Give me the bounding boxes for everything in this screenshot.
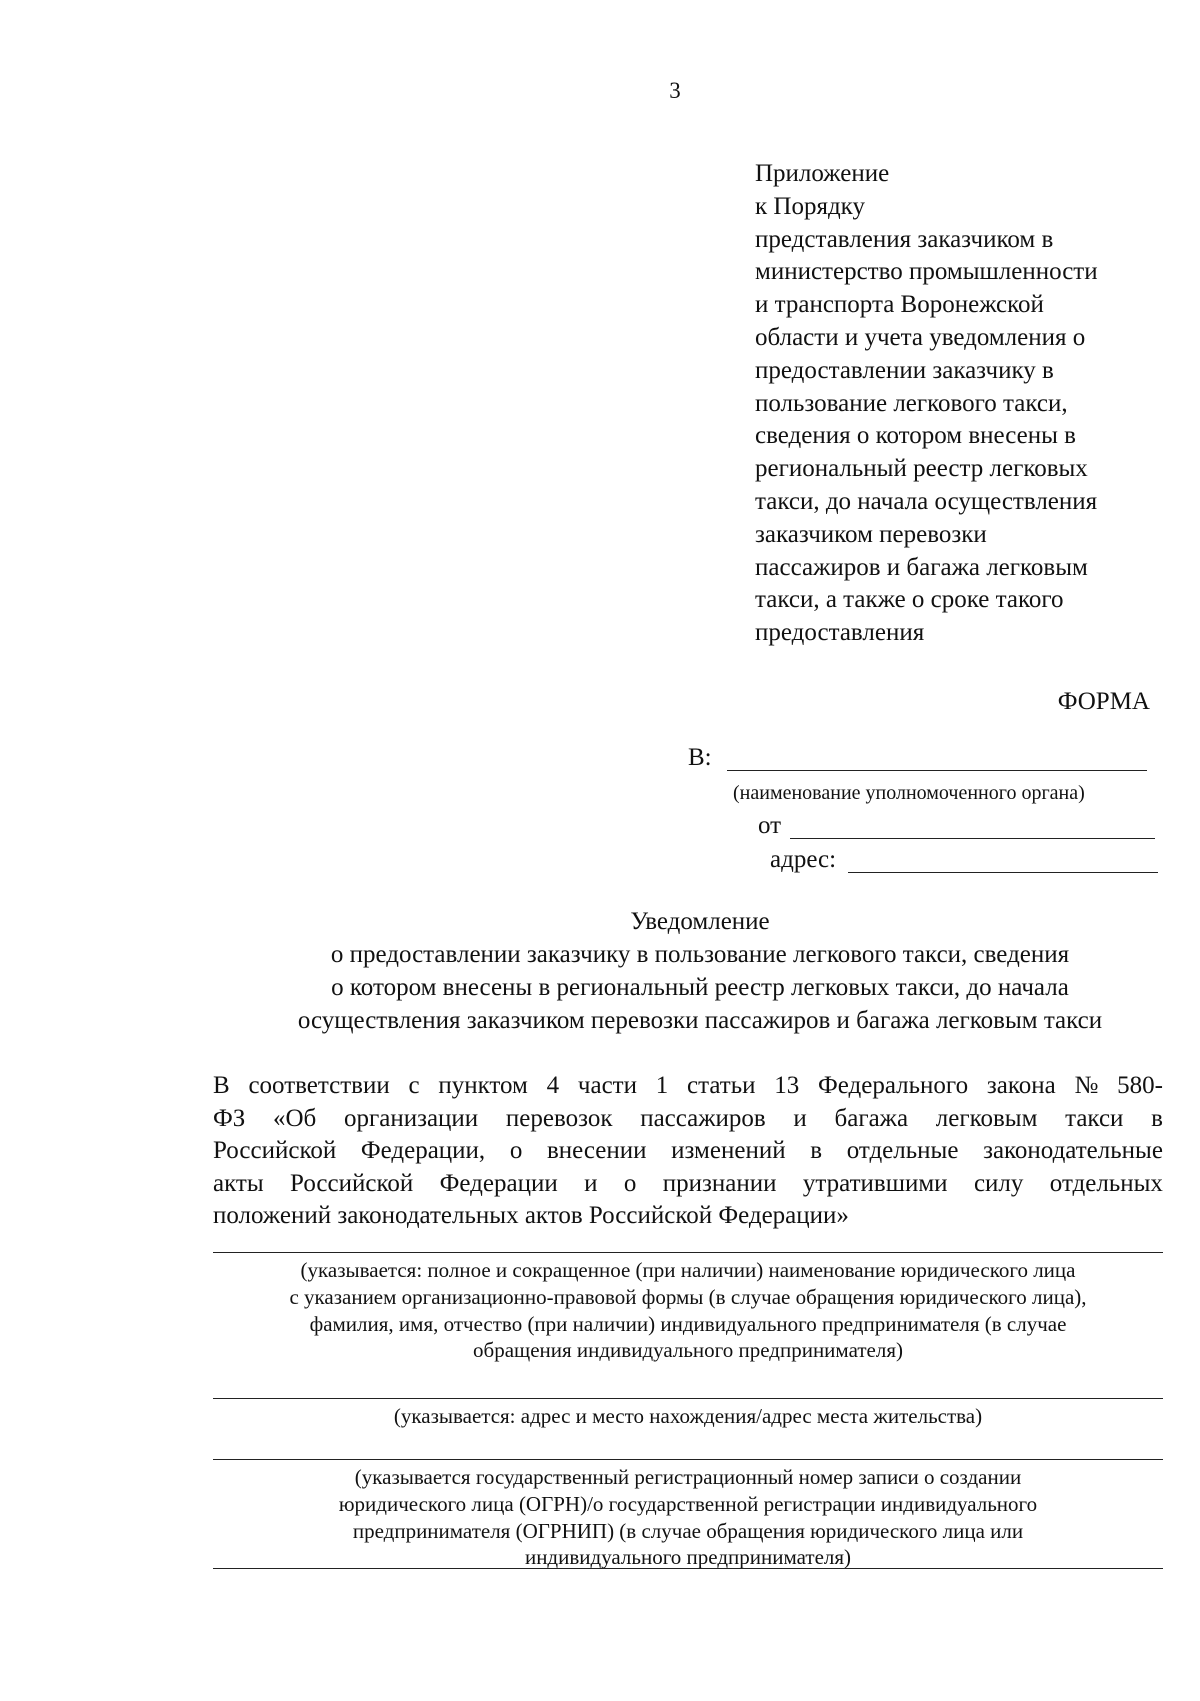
word: пассажиров	[640, 1104, 766, 1132]
appendix-line: пассажиров и багажа легковым	[755, 553, 1088, 581]
word: легковым	[935, 1104, 1038, 1132]
notice-title-line: Уведомление	[630, 908, 770, 935]
word: статьи	[687, 1072, 756, 1099]
appendix-line: предоставления	[755, 619, 925, 647]
caption-line: (указывается: адрес и место нахождения/адрес места жительства)	[393, 1404, 983, 1428]
appendix-line: заказчиком перевозки	[755, 520, 987, 548]
word: «Об	[272, 1104, 317, 1132]
paragraph-line	[213, 1168, 1163, 1201]
address-field-line[interactable]	[848, 872, 1158, 873]
appendix-line: такси, а также о сроке такого	[755, 586, 1064, 614]
caption-line: юридического лица (ОГРН)/о государственной регистрации индивидуального	[338, 1491, 1038, 1516]
caption-line: (указывается государственный регистрационный номер записи о создании	[354, 1465, 1022, 1489]
word: о	[623, 1169, 637, 1197]
registration-number-caption	[213, 1464, 1163, 1571]
caption-line: с указанием организационно-правовой формы (в случае обращения юридического лица),	[289, 1284, 1087, 1309]
to-field-line[interactable]	[727, 770, 1147, 771]
from-label: от	[758, 812, 782, 839]
appendix-line: представления заказчиком в	[755, 225, 1054, 253]
address-label: адрес:	[770, 846, 837, 873]
appendix-line: министерство промышленности	[755, 258, 1098, 286]
word: №	[1074, 1072, 1099, 1099]
form-label: ФОРМА	[1057, 688, 1150, 715]
notice-title-line: о котором внесены в региональный реестр легковых такси, до начала	[331, 974, 1069, 1001]
notice-title-line: о предоставлении заказчику в пользование легкового такси, сведения	[330, 941, 1070, 968]
word: Федерации	[439, 1169, 558, 1197]
word: 580-	[1117, 1072, 1163, 1099]
word: с	[408, 1072, 420, 1099]
appendix-line: такси, до начала осуществления	[755, 487, 1098, 515]
caption-line: обращения индивидуального предпринимателя)	[473, 1338, 903, 1363]
word: закона	[986, 1072, 1056, 1099]
word: 13	[774, 1072, 800, 1099]
paragraph-line	[213, 1200, 1163, 1233]
paragraph-line	[213, 1103, 1163, 1136]
word: в	[810, 1137, 823, 1165]
appendix-line: области и учета уведомления о	[755, 323, 1086, 351]
word: силу	[973, 1169, 1024, 1197]
word: акты	[213, 1169, 264, 1197]
word: отдельных	[1049, 1169, 1163, 1197]
paragraph-line	[213, 1135, 1163, 1168]
notice-title-line: осуществления заказчиком перевозки пассажиров и багажа легковым такси	[297, 1007, 1103, 1034]
word: 1	[655, 1072, 669, 1099]
word: В	[213, 1072, 230, 1099]
word: утратившими	[802, 1169, 948, 1197]
word: ФЗ	[213, 1104, 246, 1132]
caption-line: фамилия, имя, отчество (при наличии) индивидуального предпринимателя (в случае	[309, 1311, 1067, 1336]
registration-number-field-line[interactable]	[213, 1459, 1163, 1460]
caption-line: предпринимателя (ОГРНИП) (в случае обращения юридического лица или	[352, 1518, 1024, 1543]
caption-line: (указывается: полное и сокращенное (при наличии) наименование юридического лица	[300, 1258, 1076, 1282]
appendix-line: пользование легкового такси,	[755, 389, 1068, 417]
appendix-header	[755, 158, 1175, 650]
word: изменений	[671, 1137, 786, 1165]
word: 4	[546, 1072, 560, 1099]
applicant-name-field-line[interactable]	[213, 1252, 1163, 1253]
paragraph-line	[213, 1070, 1163, 1103]
word: организации	[343, 1104, 479, 1132]
word: отдельные	[846, 1137, 959, 1165]
legal-paragraph	[213, 1070, 1163, 1233]
appendix-line: к Порядку	[755, 192, 865, 220]
word: пунктом	[438, 1072, 528, 1099]
word: Российской	[213, 1137, 337, 1165]
appendix-line: предоставлении заказчику в	[755, 356, 1054, 384]
appendix-line: сведения о котором внесены в	[755, 422, 1076, 450]
word: о	[509, 1137, 523, 1165]
page-number: 3	[669, 78, 681, 103]
word: багажа	[834, 1104, 909, 1132]
applicant-name-caption	[213, 1257, 1163, 1364]
word: признании	[662, 1169, 777, 1197]
word: перевозок	[505, 1104, 613, 1132]
word: Федерации,	[360, 1137, 486, 1165]
notice-title	[200, 905, 1200, 1037]
word: Федерального	[818, 1072, 969, 1099]
to-caption: (наименование уполномоченного органа)	[733, 782, 1085, 804]
word: части	[577, 1072, 637, 1099]
appendix-line: Приложение	[755, 160, 890, 187]
applicant-address-field-line[interactable]	[213, 1398, 1163, 1399]
word: положений законодательных актов Российской Федерации»	[213, 1202, 849, 1230]
word: законодательные	[983, 1137, 1163, 1165]
word: и	[584, 1169, 598, 1197]
applicant-address-caption	[213, 1403, 1163, 1430]
word: в	[1151, 1104, 1163, 1132]
word: и	[793, 1104, 807, 1132]
word: соответствии	[248, 1072, 390, 1099]
caption-line: индивидуального предпринимателя)	[524, 1545, 852, 1570]
word: такси	[1065, 1104, 1124, 1132]
from-field-line[interactable]	[790, 838, 1155, 839]
appendix-line: региональный реестр легковых	[755, 455, 1088, 483]
additional-field-line[interactable]	[213, 1568, 1163, 1569]
to-label: В:	[688, 744, 712, 771]
appendix-line: и транспорта Воронежской	[755, 291, 1044, 319]
word: Российской	[290, 1169, 414, 1197]
word: внесении	[546, 1137, 647, 1165]
